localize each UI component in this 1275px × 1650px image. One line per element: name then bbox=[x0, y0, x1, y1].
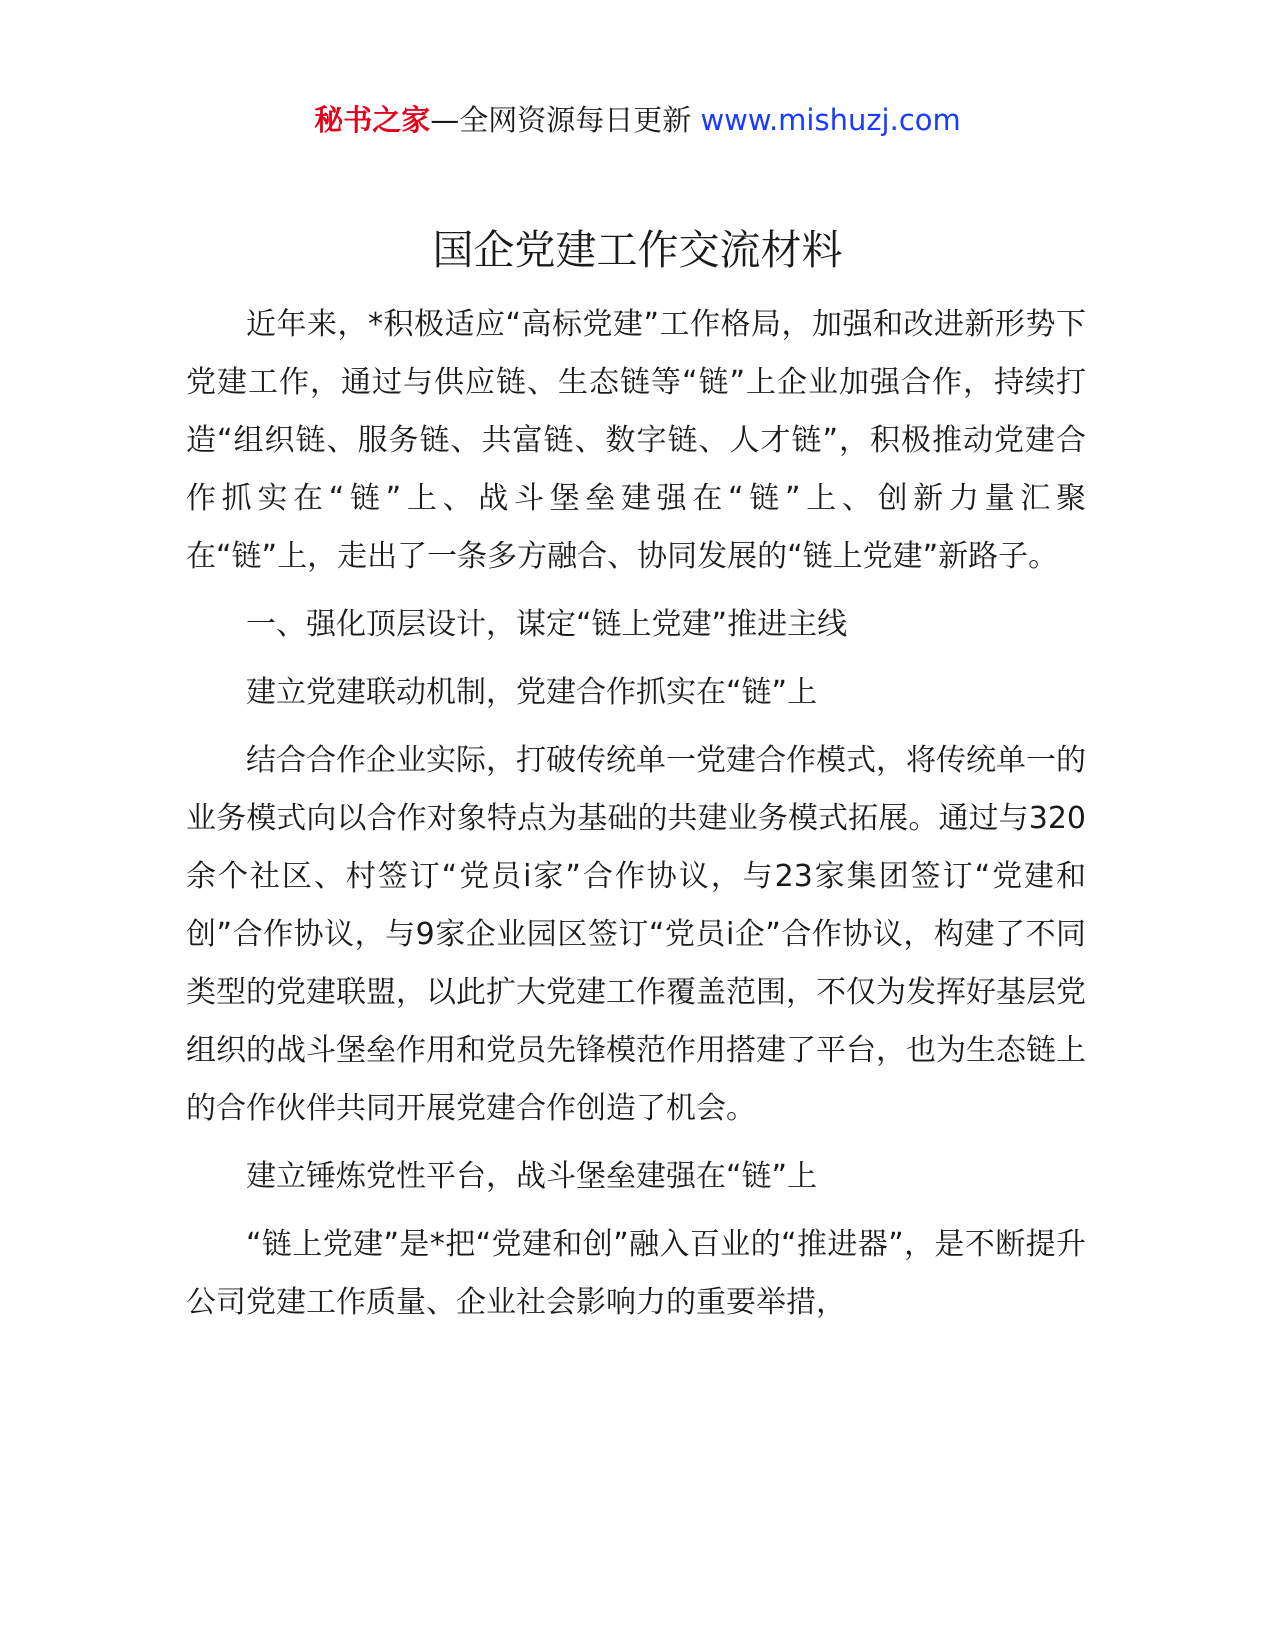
document-title: 国企党建工作交流材料 bbox=[432, 226, 843, 274]
document-body bbox=[186, 296, 1086, 1342]
subsection-heading-1: 建立党建联动机制，党建合作抓实在“链”上 bbox=[246, 675, 818, 710]
subsection-body-2: “链上党建”是*把“党建和创”融入百业的“推进器”，是不断提升公司党建工作质量、企业社会影响力的重要举措， bbox=[186, 1227, 1086, 1320]
subsection-body-1: 结合合作企业实际，打破传统单一党建合作模式，将传统单一的业务模式向以合作对象特点为基础的共建业务模式拓展。通过与320余个社区、村签订“党员i家”合作协议，与23家集团签订“党建和创”合作协议，与9家企业园区签订“党员i企”合作协议，构建了不同类型的党建联盟，以此扩大党建工作覆盖范围，不仅为发挥好基层党组织的战斗堡垒作用和党员先锋模范作用搭建了平台，也为生态链上的合作伙伴共同开展党建合作创造了机会。 bbox=[186, 743, 1086, 1126]
section-heading-1: 一、强化顶层设计，谋定“链上党建”推进主线 bbox=[246, 607, 848, 642]
brand-name: 秘书之家 bbox=[314, 103, 431, 137]
subsection-heading-2: 建立锤炼党性平台，战斗堡垒建强在“链”上 bbox=[246, 1159, 818, 1194]
site-url-link[interactable]: www.mishuzj.com bbox=[700, 103, 961, 137]
intro-paragraph: 近年来，*积极适应“高标党建”工作格局，加强和改进新形势下党建工作，通过与供应链、生态链等“链”上企业加强合作，持续打造“组织链、服务链、共富链、数字链、人才链”，积极推动党建合作抓实在“链”上、战斗堡垒建强在“链”上、创新力量汇聚在“链”上，走出了一条多方融合、协同发展的“链上党建”新路子。 bbox=[186, 307, 1086, 574]
site-header-banner bbox=[0, 98, 1275, 142]
header-tagline: —全网资源每日更新 bbox=[430, 103, 692, 137]
